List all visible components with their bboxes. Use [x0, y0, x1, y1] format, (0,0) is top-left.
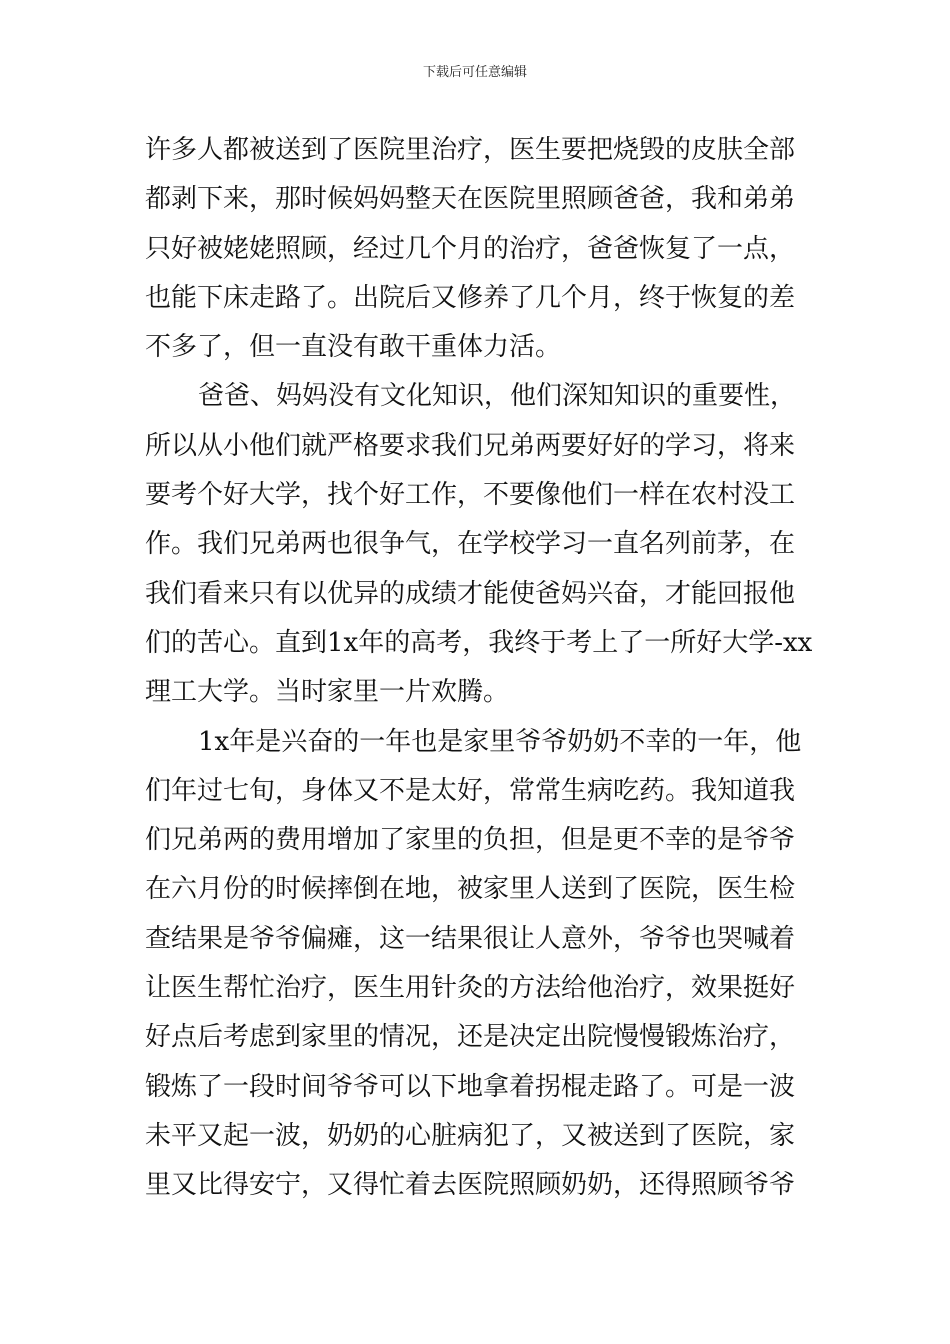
text-line: 所以从小他们就严格要求我们兄弟两要好好的学习，将来 — [145, 430, 796, 461]
paragraph-first-line: 1x年是兴奋的一年也是家里爷爷奶奶不幸的一年，他 — [198, 726, 802, 757]
text-line: 要考个好大学，找个好工作，不要像他们一样在农村没工 — [145, 480, 796, 511]
text-line: 里又比得安宁，又得忙着去医院照顾奶奶，还得照顾爷爷 — [145, 1170, 796, 1201]
text-line: 不多了，但一直没有敢干重体力活。 — [145, 332, 562, 363]
text-line: 们兄弟两的费用增加了家里的负担，但是更不幸的是爷爷 — [145, 825, 796, 856]
text-line: 们年过七旬，身体又不是太好，常常生病吃药。我知道我 — [145, 775, 796, 806]
page-header: 下载后可任意编辑 — [422, 65, 527, 80]
text-line: 查结果是爷爷偏瘫，这一结果很让人意外，爷爷也哭喊着 — [145, 923, 796, 954]
text-line: 好点后考虑到家里的情况，还是决定出院慢慢锻炼治疗， — [145, 1022, 796, 1053]
text-line: 未平又起一波，奶奶的心脏病犯了，又被送到了医院，家 — [145, 1120, 796, 1151]
text-line: 锻炼了一段时间爷爷可以下地拿着拐棍走路了。可是一波 — [145, 1071, 796, 1102]
text-line: 只好被姥姥照顾，经过几个月的治疗，爸爸恢复了一点， — [145, 233, 796, 264]
text-line: 们的苦心。直到1x年的高考，我终于考上了一所好大学-xx — [145, 627, 813, 658]
text-line: 都剥下来，那时候妈妈整天在医院里照顾爸爸，我和弟弟 — [145, 184, 796, 215]
text-line: 许多人都被送到了医院里治疗，医生要把烧毁的皮肤全部 — [145, 135, 796, 165]
text-line: 作。我们兄弟两也很争气，在学校学习一直名列前茅，在 — [145, 529, 796, 560]
text-line: 也能下床走路了。出院后又修养了几个月，终于恢复的差 — [145, 282, 796, 313]
text-line: 让医生帮忙治疗，医生用针灸的方法给他治疗，效果挺好 — [145, 973, 796, 1004]
body-text — [145, 126, 813, 1211]
text-line: 在六月份的时候摔倒在地，被家里人送到了医院，医生检 — [145, 874, 796, 905]
text-line: 理工大学。当时家里一片欢腾。 — [145, 677, 510, 708]
text-line: 我们看来只有以优异的成绩才能使爸妈兴奋，才能回报他 — [145, 578, 796, 609]
paragraph-first-line: 爸爸、妈妈没有文化知识，他们深知知识的重要性， — [198, 381, 797, 412]
